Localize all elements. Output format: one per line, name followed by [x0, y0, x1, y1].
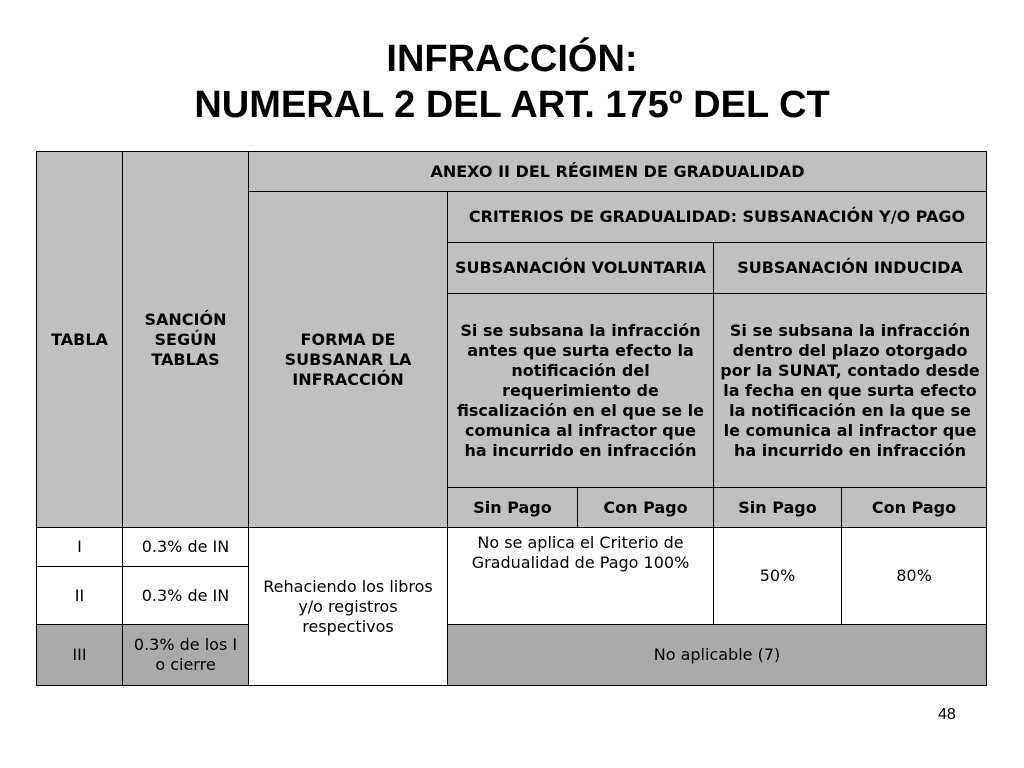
header-sin-pago-voluntaria: Sin Pago — [448, 488, 578, 528]
voluntaria-value-cell: No se aplica el Criterio de Gradualidad de Pago 100% — [448, 528, 714, 625]
header-con-pago-inducida: Con Pago — [842, 488, 987, 528]
header-anexo: ANEXO II DEL RÉGIMEN DE GRADUALIDAD — [249, 152, 987, 192]
title-line-1: INFRACCIÓN: — [386, 38, 638, 80]
header-sin-pago-inducida: Sin Pago — [714, 488, 842, 528]
inducida-con-pago-cell: 80% — [842, 528, 987, 625]
header-voluntaria: SUBSANACIÓN VOLUNTARIA — [448, 243, 714, 294]
header-forma: FORMA DE SUBSANAR LA INFRACCIÓN — [249, 192, 448, 528]
inducida-sin-pago-cell: 50% — [714, 528, 842, 625]
header-sancion: SANCIÓN SEGÚN TABLAS — [123, 152, 249, 528]
row-tabla-cell: III — [37, 625, 123, 686]
row-sancion-cell: 0.3% de IN — [123, 528, 249, 567]
page-number: 48 — [938, 706, 956, 723]
gradualidad-table — [36, 151, 987, 686]
header-con-pago-voluntaria: Con Pago — [578, 488, 714, 528]
header-voluntaria-desc: Si se subsana la infracción antes que surta efecto la notificación del requerimiento de fiscalización en el que se le comunica al infractor que ha incurrido en infracción — [448, 294, 714, 488]
row-tabla-cell: I — [37, 528, 123, 567]
header-criterios: CRITERIOS DE GRADUALIDAD: SUBSANACIÓN Y/O PAGO — [448, 192, 987, 243]
no-aplicable-cell: No aplicable (7) — [448, 625, 987, 686]
forma-value-cell: Rehaciendo los libros y/o registros respectivos — [249, 528, 448, 686]
slide-title — [0, 36, 1024, 128]
row-sancion-cell: 0.3% de los I o cierre — [123, 625, 249, 686]
row-tabla-cell: II — [37, 567, 123, 625]
row-sancion-cell: 0.3% de IN — [123, 567, 249, 625]
table-row — [37, 528, 987, 567]
header-inducida-desc: Si se subsana la infracción dentro del plazo otorgado por la SUNAT, contado desde la fecha en que surta efecto la notificación en la que se le comunica al infractor que ha incurrido en infracción — [714, 294, 987, 488]
table-row — [37, 625, 987, 686]
header-tabla: TABLA — [37, 152, 123, 528]
title-line-2: NUMERAL 2 DEL ART. 175º DEL CT — [194, 84, 830, 126]
header-inducida: SUBSANACIÓN INDUCIDA — [714, 243, 987, 294]
stray-mark: . — [250, 141, 252, 148]
